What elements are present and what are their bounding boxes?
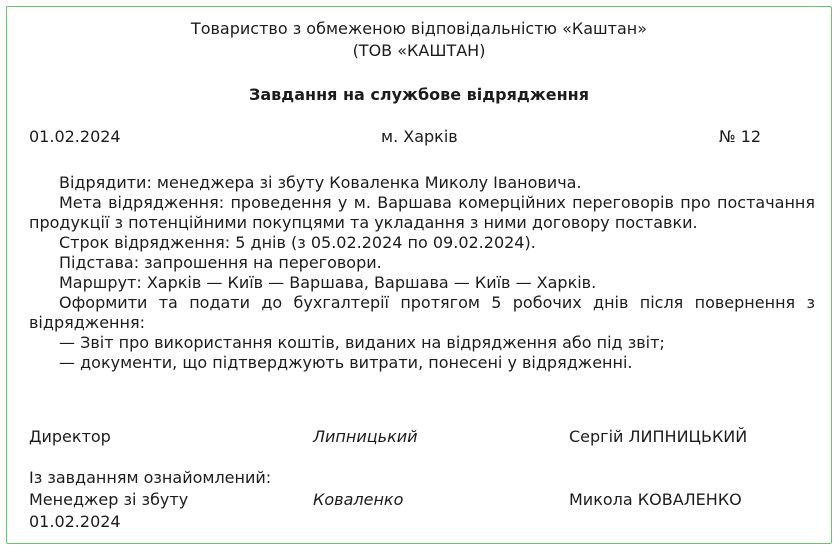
- document-body: [29, 173, 815, 373]
- director-name: Сергій ЛИПНИЦЬКИЙ: [569, 427, 748, 446]
- list-item: — Звіт про використання коштів, виданих на відрядження або під звіт;: [59, 333, 665, 352]
- document-city: м. Харків: [381, 127, 458, 146]
- document-date: 01.02.2024: [29, 127, 121, 146]
- manager-signature: Коваленко: [313, 490, 404, 509]
- body-line-purpose: Мета відрядження: проведення у м. Варшава комерційних переговорів про постачання продукції з потенційними покупцями та укладання з ними договору поставки.: [29, 193, 815, 232]
- organization-name: Товариство з обмеженою відповідальністю «Каштан»: [190, 19, 648, 38]
- manager-name: Микола КОВАЛЕНКО: [569, 490, 742, 509]
- document-page: [6, 6, 832, 544]
- document-number: № 12: [719, 127, 762, 146]
- manager-title: Менеджер зі збуту: [29, 490, 189, 509]
- acknowledgement-label: Із завданням ознайомлений:: [29, 468, 272, 487]
- list-item: — документи, що підтверджують витрати, понесені у відрядженні.: [59, 353, 633, 372]
- body-line-instruction: Оформити та подати до бухгалтерії протягом 5 робочих днів після повернення з відрядження:: [29, 293, 815, 332]
- document-title: Завдання на службове відрядження: [249, 85, 589, 104]
- body-line-term: Строк відрядження: 5 днів (з 05.02.2024 по 09.02.2024).: [59, 233, 536, 252]
- body-line-basis: Підстава: запрошення на переговори.: [59, 253, 382, 272]
- acknowledgement-date: 01.02.2024: [29, 512, 121, 531]
- body-line-assign: Відрядити: менеджера зі збуту Коваленка Миколу Івановича.: [59, 173, 582, 192]
- director-title: Директор: [29, 427, 111, 446]
- organization-short-name: (ТОВ «КАШТАН): [352, 41, 486, 60]
- body-line-route: Маршрут: Харків — Київ — Варшава, Варшава — Київ — Харків.: [59, 273, 597, 292]
- director-signature: Липницький: [313, 427, 418, 446]
